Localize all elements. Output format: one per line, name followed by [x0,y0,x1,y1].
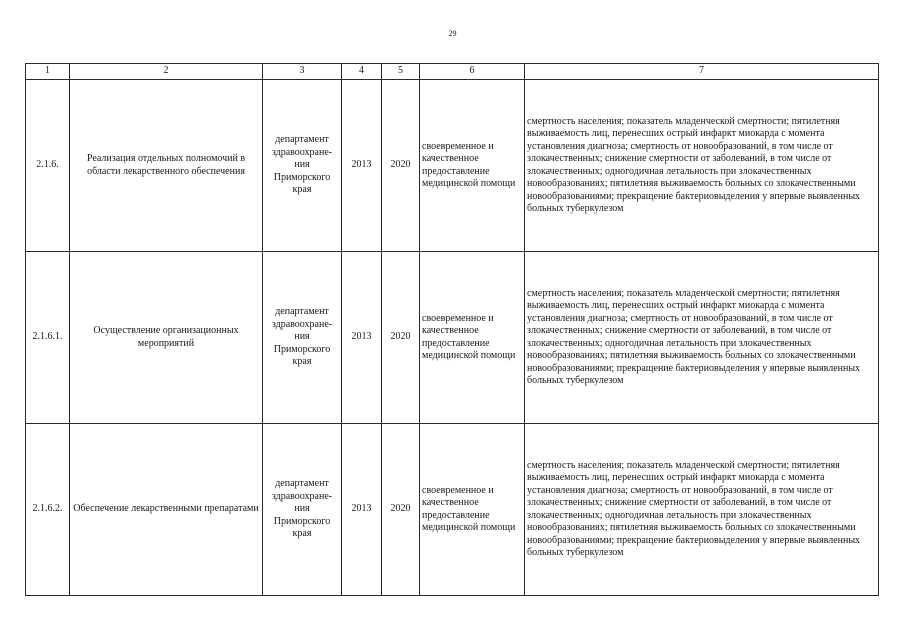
table-row [26,424,879,596]
item-name: Реализация отдельных полномочий в области лекарственного обеспечения [70,80,263,252]
item-start-year: 2013 [342,424,382,596]
item-name: Обеспечение лекарственными препаратами [70,424,263,596]
column-header: 2 [70,64,263,80]
program-table [25,63,879,596]
column-header: 3 [263,64,342,80]
item-start-year: 2013 [342,252,382,424]
item-end-year: 2020 [382,80,420,252]
item-indicators: смертность населения; показатель младенческой смертности; пятилетняя выживаемость лиц, перенесших острый инфаркт миокарда с момента установления диагноза; смертность от новообразований, в том числе от злокачественных; снижение смертности от заболеваний, в том числе от злокачественных; одногодичная летальность при злокачественных новообразованиях; пятилетняя выживаемость больных со злокачественными новообразованиями; прекращение бактериовыделения у впервые выявленных больных туберкулезом [525,80,879,252]
item-start-year: 2013 [342,80,382,252]
item-indicators: смертность населения; показатель младенческой смертности; пятилетняя выживаемость лиц, перенесших острый инфаркт миокарда с момента установления диагноза; смертность от новообразований, в том числе от злокачественных; снижение смертности от заболеваний, в том числе от злокачественных; одногодичная летальность при злокачественных новообразованиях; пятилетняя выживаемость больных со злокачественными новообразованиями; прекращение бактериовыделения у впервые выявленных больных туберкулезом [525,424,879,596]
column-header: 6 [420,64,525,80]
item-executor: департамент здравоохране-ния Приморского края [263,80,342,252]
item-number: 2.1.6. [26,80,70,252]
column-header: 5 [382,64,420,80]
column-number-row [26,64,879,80]
item-result: своевременное и качественное предоставление медицинской помощи [420,252,525,424]
column-header: 4 [342,64,382,80]
item-name: Осуществление организационных мероприятий [70,252,263,424]
item-number: 2.1.6.1. [26,252,70,424]
item-indicators: смертность населения; показатель младенческой смертности; пятилетняя выживаемость лиц, перенесших острый инфаркт миокарда с момента установления диагноза; смертность от новообразований, в том числе от злокачественных; снижение смертности от заболеваний, в том числе от злокачественных; одногодичная летальность при злокачественных новообразованиях; пятилетняя выживаемость больных со злокачественными новообразованиями; прекращение бактериовыделения у впервые выявленных больных туберкулезом [525,252,879,424]
item-executor: департамент здравоохране-ния Приморского края [263,252,342,424]
item-end-year: 2020 [382,424,420,596]
item-end-year: 2020 [382,252,420,424]
item-result: своевременное и качественное предоставление медицинской помощи [420,424,525,596]
item-result: своевременное и качественное предоставление медицинской помощи [420,80,525,252]
page-number: 29 [448,29,457,38]
column-header: 7 [525,64,879,80]
table-row [26,80,879,252]
table-row [26,252,879,424]
column-header: 1 [26,64,70,80]
item-number: 2.1.6.2. [26,424,70,596]
item-executor: департамент здравоохране-ния Приморского края [263,424,342,596]
